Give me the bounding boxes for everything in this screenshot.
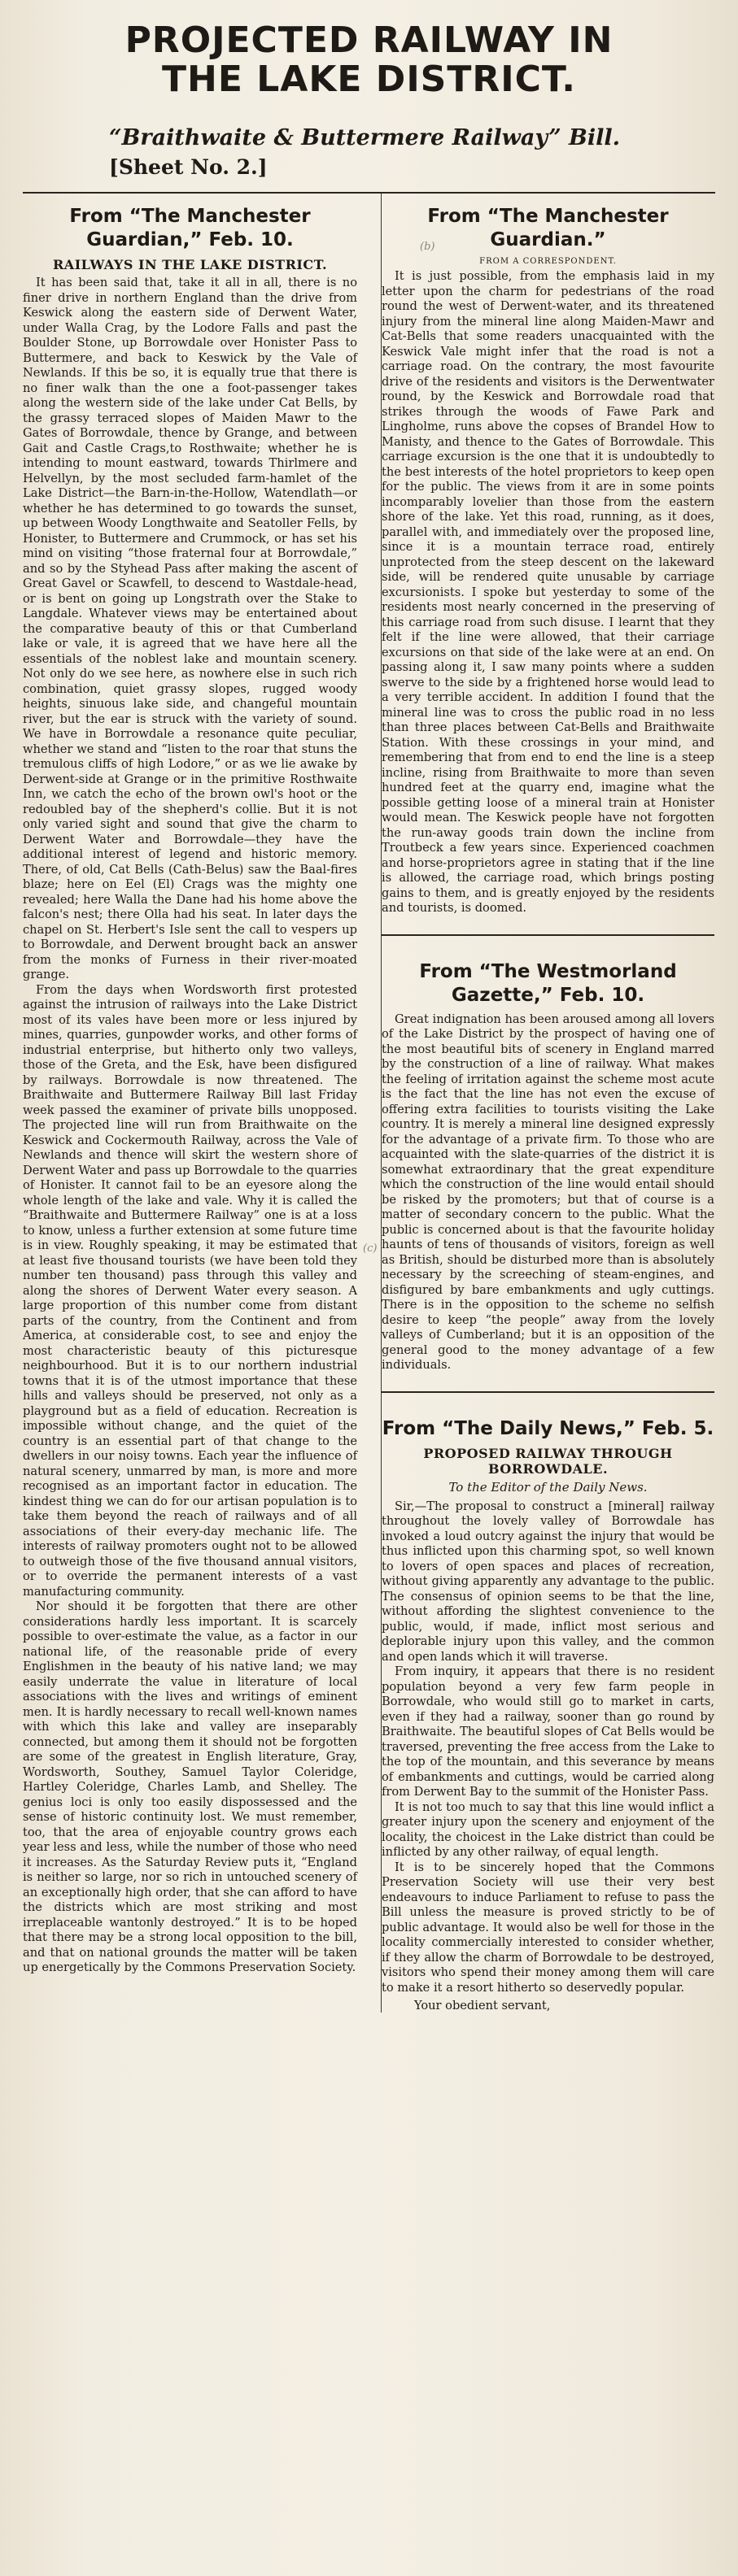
article-paragraph: Great indignation has been aroused among all lovers of the Lake District by the prospect of having one of the most beautiful bits of scenery in England marred by the construction of a line of railway. What makes the feeling of irritation against the scheme most acute is the fact that the line has not even the excuse of offering extra facilities to tourists visiting the Lake country. It is merely a mineral line designed expressly for the advantage of a private firm. To those who are acquainted with the slate-quarries of the district it is somewhat extraordinary that the great expenditure which the construction of the line would entail should be risked by the promoters; but that of course is a matter of secondary concern to the public. What the public is concerned about is that the favourite holiday haunts of tens of thousands of visitors, foreign as well as British, should be disturbed more than is absolutely necessary by the screeching of steam-engines, and disfigured by bare embankments and ugly cuttings. There is in the opposition to the scheme no selfish desire to keep “the people” away from the lovely valleys of Cumberland; but it is an opposition of the general good to the money advantage of a few individuals. bbox=[382, 1012, 714, 1372]
manchester-guardian-heading: From “The Manchester Guardian.” bbox=[427, 206, 669, 250]
letter-salutation-line: To the Editor of the Daily News. bbox=[448, 1479, 648, 1495]
correspondent-byline: FROM A CORRESPONDENT. bbox=[479, 257, 617, 266]
left-section-subheading: RAILWAYS IN THE LAKE DISTRICT. bbox=[52, 257, 328, 272]
headline-line-2: THE LAKE DISTRICT. bbox=[162, 59, 576, 100]
article-paragraph: It has been said that, take it all in all, there is no finer drive in northern England than the drive from Keswick along the eastern side of Derwent Water, under Walla Crag, by the Lodore Falls and past the Boulder Stone, up Borrowdale over Honister Pass to Buttermere, and back to Keswick by the Vale of Newlands. If this be so, it is equally true that there is no finer walk than the one a foot-passenger takes along the western side of the lake under Cat Bells, by the grassy terraced slopes of Maiden Mawr to the Gates of Borrowdale, thence by Grange, and between Gait and Castle Crags,to Rosthwaite; whether he is intending to mount eastward, towards Thirlmere and Helvellyn, by the most secluded farm-hamlet of the Lake District—the Barn-in-the-Hollow, Watendlath—or whether he has determined to go towards the sunset, up between Woody Longthwaite and Seatoller Fells, by Honister, to Buttermere and Crummock, or has set his mind on visiting “those fraternal four at Borrowdale,” and so by the Styhead Pass after making the ascent of Great Gavel or Scawfell, to descend to Wastdale-head, or is bent on going up Longstrath over the Stake to Langdale. Whatever views may be entertained about the comparative beauty of this or that Cumberland lake or vale, it is agreed that we have here all the essentials of the noblest lake and mountain scenery. Not only do we see here, as nowhere else in such rich combination, quiet grassy slopes, rugged woody heights, sinuous lake side, and changeful mountain river, but the ear is struck with the variety of sound. We have in Borrowdale a resonance quite peculiar, whether we stand and “listen to the roar that stuns the tremulous cliffs of high Lodore,” or as we lie awake by Derwent-side at Grange or in the primitive Rosthwaite Inn, we catch the echo of the brown owl's hoot or the redoubled bay of the shepherd's collie. But it is not only varied sight and sound that give the charm to Derwent Water and Borrowdale—they have the additional interest of legend and historic memory. There, of old, Cat Bells (Cath-Belus) saw the Baal-fires blaze; here on Eel (El) Crags was the mighty one revealed; here Walla the Dane had his home above the falcon's nest; there Olla had his seat. In later days the chapel on St. Herbert's Isle sent the call to vespers up to Borrowdale, and Derwent brought back an answer from the monks of Furness in their river-moated grange. bbox=[23, 276, 357, 981]
headline bbox=[23, 21, 715, 99]
article-paragraph: From the days when Wordsworth first protested against the intrusion of railways into the Lake District most of its vales have been more or less injured by mines, quarries, gunpowder works, and other forms of industrial enterprise, but hitherto only two valleys, those of the Greta, and the Esk, have been disfigured by railways. Borrowdale is now threatened. The Braithwaite and Buttermere Railway Bill last Friday week passed the examiner of private bills unopposed. The projected line will run from Braithwaite on the Keswick and Cockermouth Railway, across the Vale of Newlands and thence will skirt the western shore of Derwent Water and pass up Borrowdale to the quarries of Honister. It cannot fail to be an eyesore along the whole length of the lake and vale. Why it is called the “Braithwaite and Buttermere Railway” one is at a loss to know, unless a further extension at some future time is in view. Roughly speaking, it may be estimated that at least five thousand tourists (we have been told they number ten thousand) pass through this valley and along the shores of Derwent Water every season. A large proportion of this number come from distant parts of the country, from the Continent and from America, at considerable cost, to see and enjoy the most characteristic beauty of this picturesque neighbourhood. But it is to our northern industrial towns that it is of the utmost importance that these hills and valleys should be preserved, not only as a playground but as a field of education. Recreation is impossible without change, and the quiet of the country is an essential part of that change to the dwellers in our noisy towns. Each year the influence of natural scenery, unmarred by man, is more and more recognised as an important factor in education. The kindest thing we can do for our artisan population is to take them beyond the reach of railways and of all associations of their every-day mechanic life. The interests of railway promoters ought not to be allowed to outweigh those of the five thousand annual visitors, or to override the permanent interests of a vast manufacturing community. bbox=[23, 982, 357, 1599]
column-divider bbox=[381, 194, 382, 2012]
letter-paragraph: It is not too much to say that this line would inflict a greater injury upon the scenery and enjoyment of the locality, the choicest in the Lake district than could be inflicted by any other railway, of equal length. bbox=[382, 1799, 714, 1859]
right-column bbox=[369, 194, 714, 2012]
daily-news-heading: From “The Daily News,” Feb. 5. bbox=[382, 1417, 714, 1439]
sheet-number: [Sheet No. 2.] bbox=[109, 155, 268, 179]
letter-signoff: Your obedient servant, bbox=[414, 1999, 551, 2012]
letter-paragraph: From inquiry, it appears that there is no resident population beyond a very few farm people in Borrowdale, who would still go to market in carts, even if they had a railway, sooner than go round by Braithwaite. The beautiful slopes of Cat Bells would be traversed, preventing the free access from the Lake to the top of the mountain, and this severance by means of embankments and cuttings, would be carried along from Derwent Bay to the summit of the Honister Pass. bbox=[382, 1664, 714, 1799]
left-section-heading: From “The Manchester Guardian,” Feb. 10. bbox=[69, 206, 311, 250]
margin-mark-b: (b) bbox=[420, 241, 435, 253]
letter-paragraph: It is to be sincerely hoped that the Commons Preservation Society will use their very best endeavours to induce Parliament to refuse to pass the Bill unless the measure is proved strictly to be of public advantage. It would also be well for those in the locality commercially interested to consider whether, if they allow the charm of Borrowdale to be destroyed, visitors who spend their money among them will care to make it a resort hitherto so deservedly popular. bbox=[382, 1860, 714, 1995]
left-column bbox=[23, 194, 369, 2012]
daily-news-subheading: PROPOSED RAILWAY THROUGH BORROWDALE. bbox=[423, 1445, 673, 1477]
bill-title: “Braithwaite & Buttermere Railway” Bill. bbox=[109, 125, 621, 150]
article-paragraph: It is just possible, from the emphasis laid in my letter upon the charm for pedestrians of the road round the west of Derwent-water, and its threatened injury from the mineral line along Maiden-Mawr and Cat-Bells that some readers unacquainted with the Keswick Vale might infer that the road is not a carriage road. On the contrary, the most favourite drive of the residents and visitors is the Derwentwater round, by the Keswick and Borrowdale road that strikes through the woods of Fawe Park and Lingholme, runs above the copses of Brandel How to Manisty, and thence to the Gates of Borrowdale. This carriage excursion is the one that it is undoubtedly to the best interests of the hotel proprietors to keep open for the public. The views from it are in some points incomparably lovelier than those from the eastern shore of the lake. Yet this road, running, as it does, parallel with, and immediately over the proposed line, since it is a mountain terrace road, entirely unprotected from the steep descent on the lakeward side, will be rendered quite unusable by carriage excursionists. I spoke but yesterday to some of the residents most nearly concerned in the preserving of this carriage road from such disuse. I learnt that they felt if the line were allowed, that their carriage excursions on that side of the lake were at an end. On passing along it, I saw many points where a sudden swerve to the side by a frightened horse would lead to a very terrible accident. In addition I found that the mineral line was to cross the public road in no less than three places between Cat-Bells and Braithwaite Station. With these crossings in your mind, and remembering that from end to end the line is a steep incline, rising from Braithwaite to more than seven hundred feet at the quarry end, imagine what the possible getting loose of a mineral train at Honister would mean. The Keswick people have not forgotten the run-away goods train down the incline from Troutbeck a few years since. Experienced coachmen and horse-proprietors agree in stating that if the line is allowed, the carriage road, which brings posting gains to them, and is greatly enjoyed by the residents and tourists, is doomed. bbox=[382, 269, 714, 915]
westmorland-gazette-heading: From “The Westmorland Gazette,” Feb. 10. bbox=[419, 960, 677, 1006]
margin-mark-c: (c) bbox=[363, 1242, 378, 1255]
section-rule bbox=[382, 1391, 714, 1393]
article-paragraph: Nor should it be forgotten that there are other considerations hardly less important. It is scarcely possible to over-estimate the value, as a factor in our national life, of the reasonable pride of every Englishmen in the beauty of his native land; we may easily underrate the value in literature of local associations with the lives and writings of eminent men. It is hardly necessary to recall well-known names with which this lake and valley are inseparably connected, but among them it should not be forgotten are some of the greatest in English literature, Gray, Wordsworth, Southey, Samuel Taylor Coleridge, Hartley Coleridge, Charles Lamb, and Shelley. The genius loci is only too easily dispossessed and the sense of historic continuity lost. We must remember, too, that the area of enjoyable country grows each year less and less, while the number of those who need it increases. As the Saturday Review puts it, “England is neither so large, nor so rich in untouched scenery of an exceptionally high order, that she can afford to have the districts which are most striking and most irreplaceable wantonly destroyed.” It is to be hoped that there may be a strong local opposition to the bill, and that on national grounds the matter will be taken up energetically by the Commons Preservation Society. bbox=[23, 1599, 357, 1974]
headline-line-1: PROJECTED RAILWAY IN bbox=[124, 20, 614, 61]
letter-paragraph: Sir,—The proposal to construct a [mineral] railway throughout the lovely valley of Borrowdale has invoked a loud outcry against the injury that would be thus inflicted upon this charming spot, so well known to lovers of open spaces and places of recreation, without giving apparently any advantage to the public. The consensus of opinion seems to be that the line, without affording the slightest convenience to the public, would, if made, inflict most serious and deplorable injury upon this valley, and the common and open lands which it will traverse. bbox=[382, 1499, 714, 1664]
section-rule bbox=[382, 934, 714, 936]
columns bbox=[23, 194, 715, 2012]
